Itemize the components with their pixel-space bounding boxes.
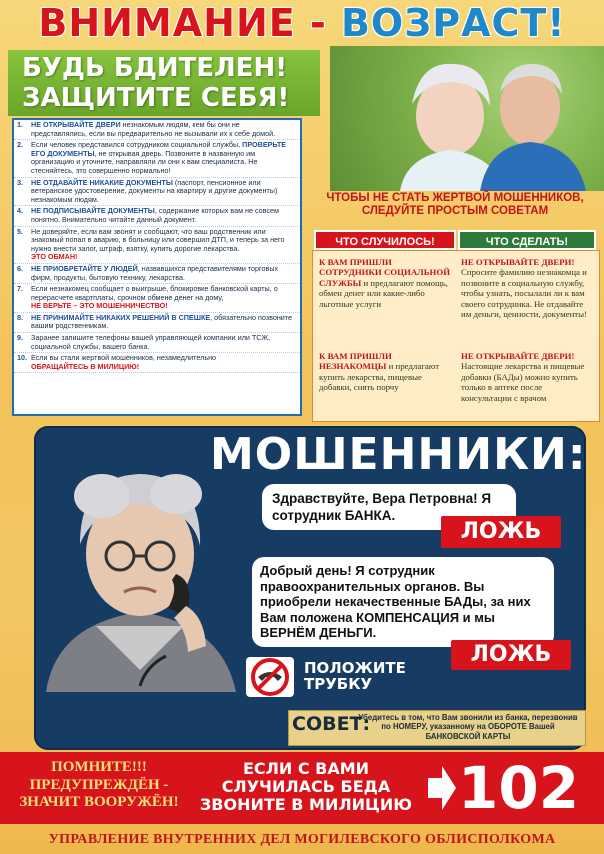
- call-police-text: ЕСЛИ С ВАМИ СЛУЧИЛАСЬ БЕДА ЗВОНИТЕ В МИЛИЦИЮ: [199, 759, 413, 814]
- tip-rest-text: , назвавшихся представителями торговых фирм, продукты, бытовую технику, лекарства.: [31, 263, 279, 282]
- couple-illustration: [330, 46, 604, 191]
- tip-item: [14, 313, 300, 333]
- police-phone-number: 102: [458, 754, 580, 822]
- tip-rest-text: , обязательно позвоните вашим родственникам.: [31, 312, 293, 331]
- tip-pre-text: Заранее запишите телефоны вашей управляющей компании или ТСЖ, социальной службы, вашего банка.: [31, 333, 271, 351]
- tip-bold-text: НЕ ПРИНИМАЙТЕ НИКАКИХ РЕШЕНИЙ В СПЕШКЕ: [31, 312, 211, 322]
- tip-number: 6.: [17, 263, 23, 273]
- tip-pre-text: Если вы стали жертвой мошенников, незамедлительно: [31, 353, 217, 363]
- remember-slogan: ПОМНИТЕ!!! ПРЕДУПРЕЖДЁН - ЗНАЧИТ ВООРУЖЁН!: [19, 759, 179, 810]
- todo-social-service: [461, 257, 595, 319]
- alert-banner: [8, 50, 320, 116]
- tip-item: [14, 353, 300, 373]
- tip-rest-text: , не открывая дверь. Позвоните в названную им организацию и уточните, направляли ли они к вам специалиста. Не стесняйтесь, это совершенно нормально!: [31, 148, 258, 175]
- tip-bold-text: ПРОВЕРЬТЕ ЕГО ДОКУМЕНТЫ: [31, 140, 287, 158]
- case-social-service-head: К ВАМ ПРИШЛИ СОТРУДНИКИ СОЦИАЛЬНОЙ СЛУЖБЫ: [319, 257, 451, 288]
- page-title: [0, 0, 604, 46]
- case-social-service: [319, 257, 453, 309]
- hang-up-line-2: ТРУБКУ: [304, 675, 373, 693]
- tip-bold-text: НЕ ОТДАВАЙТЕ НИКАКИЕ ДОКУМЕНТЫ: [31, 177, 173, 187]
- tip-bold-text: НЕ ПОДПИСЫВАЙТЕ ДОКУМЕНТЫ: [31, 206, 155, 216]
- tip-text: [31, 179, 294, 205]
- tip-item: [14, 140, 300, 177]
- hang-up-label: [304, 660, 406, 692]
- tip-number: 8.: [17, 312, 23, 322]
- grandma-phone-illustration: [36, 456, 246, 692]
- tip-number: 1.: [17, 120, 23, 129]
- speech-bubble-bank-text: Здравствуйте, Вера Петровна! Я сотрудник БАНКА.: [272, 491, 492, 523]
- todo-strangers-head: НЕ ОТКРЫВАЙТЕ ДВЕРИ!: [461, 351, 575, 361]
- tip-text: [31, 265, 294, 282]
- case-strangers-head: К ВАМ ПРИШЛИ НЕЗНАКОМЦЫ: [319, 351, 392, 372]
- tip-label: СОВЕТ:: [292, 713, 371, 735]
- advice-title: ЧТОБЫ НЕ СТАТЬ ЖЕРТВОЙ МОШЕННИКОВ, СЛЕДУЙТЕ ПРОСТЫМ СОВЕТАМ: [326, 192, 584, 217]
- footer-organization: УПРАВЛЕНИЕ ВНУТРЕННИХ ДЕЛ МОГИЛЕВСКОГО ОБЛИСПОЛКОМА: [48, 832, 556, 847]
- what-to-do-header: ЧТО СДЕЛАТЬ!: [458, 230, 596, 250]
- tip-rest-text: незнакомым людям, кем бы они не представлялись, если вы предварительно не вызывали их к себе домой.: [31, 120, 276, 138]
- tip-text: [31, 354, 216, 371]
- hang-up-line-1: ПОЛОЖИТЕ: [304, 659, 406, 677]
- tip-number: 9.: [17, 333, 23, 343]
- speech-bubble-police: [252, 557, 554, 647]
- case-strangers-text: и предлагают купить лекарства, пищевые добавки, снять порчу: [319, 361, 440, 393]
- tip-text: [31, 228, 294, 262]
- tip-text: [31, 334, 294, 351]
- tip-number: 10.: [17, 353, 27, 363]
- tip-bold-text: НЕ ПРИОБРЕТАЙТЕ У ЛЮДЕЙ: [31, 263, 138, 273]
- todo-strangers: [461, 351, 595, 403]
- no-phone-icon: [244, 655, 296, 699]
- tip-number: 3.: [17, 177, 23, 187]
- tip-item: [14, 264, 300, 284]
- tip-item: [14, 206, 300, 226]
- safety-tips-list: [12, 118, 302, 416]
- tip-red-text: ОБРАЩАЙТЕСЬ В МИЛИЦИЮ!: [31, 361, 140, 371]
- tip-text: [31, 314, 294, 331]
- what-happened-header: ЧТО СЛУЧИЛОСЬ!: [314, 230, 456, 250]
- tip-item: [14, 284, 300, 313]
- speech-bubble-police-text: Добрый день! Я сотрудник правоохранительных органов. Вы приобрели некачественные БАДы, за них Вам положена КОМПЕНСАЦИЯ и мы ВЕРНЁМ ДЕНЬГИ.: [260, 563, 531, 640]
- scammers-title: МОШЕННИКИ:: [210, 429, 587, 480]
- tip-text: [31, 141, 294, 175]
- tip-pre-text: Если незнакомец сообщает о выигрыше, блокировке банковской карты, о перерасчете квартплаты, срочном обмене денег на дому,: [31, 284, 278, 302]
- alert-line-2: ЗАЩИТИТЕ СЕБЯ!: [22, 83, 290, 113]
- lie-badge-2: ЛОЖЬ: [451, 640, 571, 670]
- tip-text: [31, 207, 294, 224]
- tip-text: [31, 121, 294, 138]
- tip-red-text: НЕ ВЕРЬТЕ – ЭТО МОШЕННИЧЕСТВО!: [31, 301, 168, 311]
- tip-bold-text: НЕ ОТКРЫВАЙТЕ ДВЕРИ: [31, 120, 121, 129]
- todo-social-service-head: НЕ ОТКРЫВАЙТЕ ДВЕРИ!: [461, 257, 575, 267]
- tip-item: [14, 120, 300, 140]
- tip-text: Убедитесь в том, что Вам звонили из банка, перезвонив по НОМЕРУ, указанному на ОБОРОТЕ Вашей БАНКОВСКОЙ КАРТЫ: [358, 713, 578, 741]
- tip-number: 4.: [17, 206, 23, 216]
- tip-item: [14, 178, 300, 207]
- todo-strangers-text: Настоящие лекарства и пищевые добавки (БАДы) можно купить только в аптеке после консультации с врачом: [461, 361, 585, 403]
- title-part-age: ВОЗРАСТ!: [340, 1, 566, 45]
- title-part-attention: ВНИМАНИЕ -: [38, 1, 341, 45]
- tip-number: 2.: [17, 140, 23, 150]
- tip-number: 5.: [17, 226, 23, 236]
- tip-red-text: ЭТО ОБМАН!: [31, 252, 78, 262]
- tip-pre-text: Не доверяйте, если вам звонят и сообщают, что ваш родственник или знакомый попал в аварию, в больницу или совершил ДТП, и теперь за него нужно внести залог, штраф, взятку, купить дорогие лекарства.: [31, 226, 285, 253]
- todo-social-service-text: Спросите фамилию незнакомца и позвоните в социальную службу, чтобы узнать, посылали ли к вам своего сотрудника. Не отдавайте им деньги, ценности, документы!: [461, 267, 587, 320]
- lie-badge-1: ЛОЖЬ: [441, 516, 561, 548]
- tip-item: [14, 333, 300, 353]
- tip-item: [14, 227, 300, 264]
- tip-rest-text: , содержание которых вам не совсем понятно. Внимательно читайте данный документ.: [31, 206, 279, 224]
- case-strangers: [319, 351, 453, 393]
- alert-line-1: БУДЬ БДИТЕЛЕН!: [22, 53, 288, 83]
- tip-rest-text: (паспорт, пенсионное или ветеранское удостоверение, документы на квартиру и другие документы) незнакомым людям.: [31, 177, 278, 204]
- tip-text: [31, 285, 294, 311]
- case-social-service-text: и предлагают помощь, обмен денег или какие-либо льготные услуги: [319, 277, 448, 309]
- tip-pre-text: Если человек представился сотрудником социальной службы,: [31, 140, 243, 150]
- elderly-couple-photo: [330, 46, 604, 191]
- advice-table: [312, 250, 600, 422]
- arrow-right-icon: [426, 764, 458, 812]
- tip-number: 7.: [17, 284, 23, 294]
